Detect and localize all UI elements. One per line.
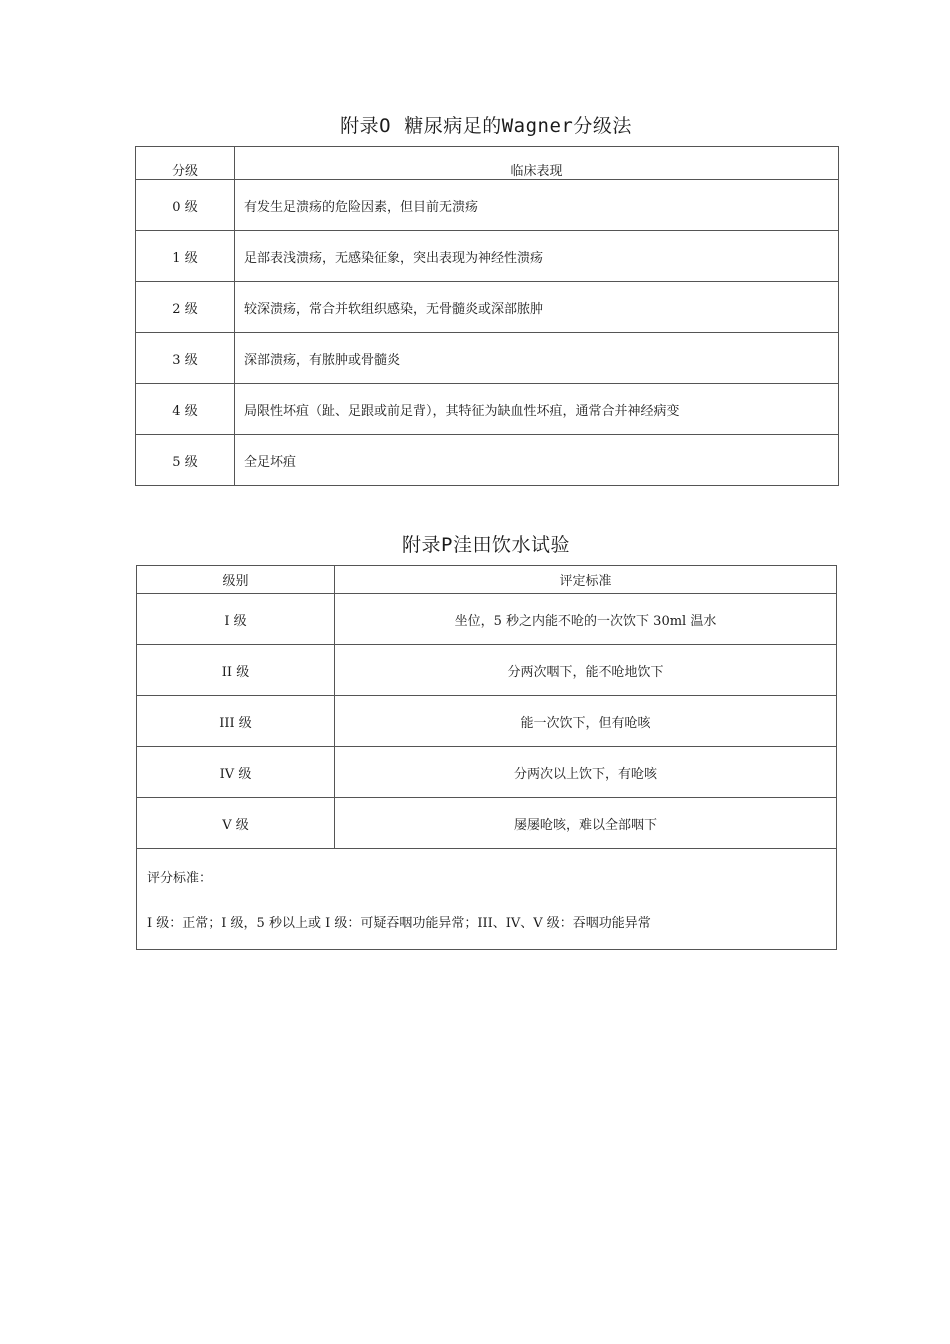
appendix-o-title-suffix: 分级法 xyxy=(573,115,632,137)
header-level: 级别 xyxy=(137,566,335,594)
header-criteria: 评定标准 xyxy=(335,566,837,594)
score-standard-text: I 级：正常；I 级，5 秒以上或 I 级：可疑吞咽功能异常；III、IV、V 级：吞咽功能异常 xyxy=(147,916,651,931)
table-row xyxy=(136,384,839,435)
desc-cell: 足部表浅溃疡，无感染征象，突出表现为神经性溃疡 xyxy=(235,231,839,282)
grade-cell: 4 级 xyxy=(136,384,235,435)
table-row xyxy=(137,645,837,696)
level-cell: V 级 xyxy=(137,798,335,849)
criteria-cell: 分两次咽下，能不呛地饮下 xyxy=(335,645,837,696)
criteria-cell: 分两次以上饮下，有呛咳 xyxy=(335,747,837,798)
table-row xyxy=(136,180,839,231)
score-standard-title: 评分标准： xyxy=(147,871,213,886)
table-row xyxy=(137,798,837,849)
header-clinical: 临床表现 xyxy=(235,147,839,180)
appendix-o-title-letter: O xyxy=(379,115,392,137)
level-cell: IV 级 xyxy=(137,747,335,798)
desc-cell: 较深溃疡，常合并软组织感染，无骨髓炎或深部脓肿 xyxy=(235,282,839,333)
table-row xyxy=(137,696,837,747)
desc-cell: 有发生足溃疡的危险因素，但目前无溃疡 xyxy=(235,180,839,231)
table-row xyxy=(136,435,839,486)
criteria-cell: 坐位，5 秒之内能不呛的一次饮下 30ml 温水 xyxy=(335,594,837,645)
header-grade: 分级 xyxy=(136,147,235,180)
table-row xyxy=(137,747,837,798)
appendix-o-title-word: Wagner xyxy=(501,115,574,137)
appendix-o-title-prefix: 附录 xyxy=(340,115,380,137)
water-swallow-test-table xyxy=(136,565,837,950)
appendix-o-title xyxy=(0,111,950,138)
desc-cell: 全足坏疽 xyxy=(235,435,839,486)
appendix-o-title-mid: 糖尿病足的 xyxy=(404,115,502,137)
criteria-cell: 能一次饮下，但有呛咳 xyxy=(335,696,837,747)
grade-cell: 5 级 xyxy=(136,435,235,486)
grade-cell: 3 级 xyxy=(136,333,235,384)
score-standard-row xyxy=(137,849,837,950)
appendix-p-title-prefix: 附录 xyxy=(402,534,442,556)
desc-cell: 局限性坏疽（趾、足跟或前足背），其特征为缺血性坏疽，通常合并神经病变 xyxy=(235,384,839,435)
score-standard-cell xyxy=(137,849,837,950)
table-row xyxy=(136,231,839,282)
table-header-row xyxy=(136,147,839,180)
appendix-p-title-suffix: 洼田饮水试验 xyxy=(452,534,570,556)
table-row xyxy=(137,594,837,645)
level-cell: III 级 xyxy=(137,696,335,747)
grade-cell: 1 级 xyxy=(136,231,235,282)
table-row xyxy=(136,282,839,333)
grade-cell: 0 级 xyxy=(136,180,235,231)
wagner-grade-table xyxy=(135,146,839,486)
desc-cell: 深部溃疡，有脓肿或骨髓炎 xyxy=(235,333,839,384)
table-header-row xyxy=(137,566,837,594)
level-cell: II 级 xyxy=(137,645,335,696)
level-cell: I 级 xyxy=(137,594,335,645)
criteria-cell: 屡屡呛咳，难以全部咽下 xyxy=(335,798,837,849)
grade-cell: 2 级 xyxy=(136,282,235,333)
appendix-p-title xyxy=(0,530,950,557)
appendix-p-title-letter: P xyxy=(441,534,453,556)
table-row xyxy=(136,333,839,384)
